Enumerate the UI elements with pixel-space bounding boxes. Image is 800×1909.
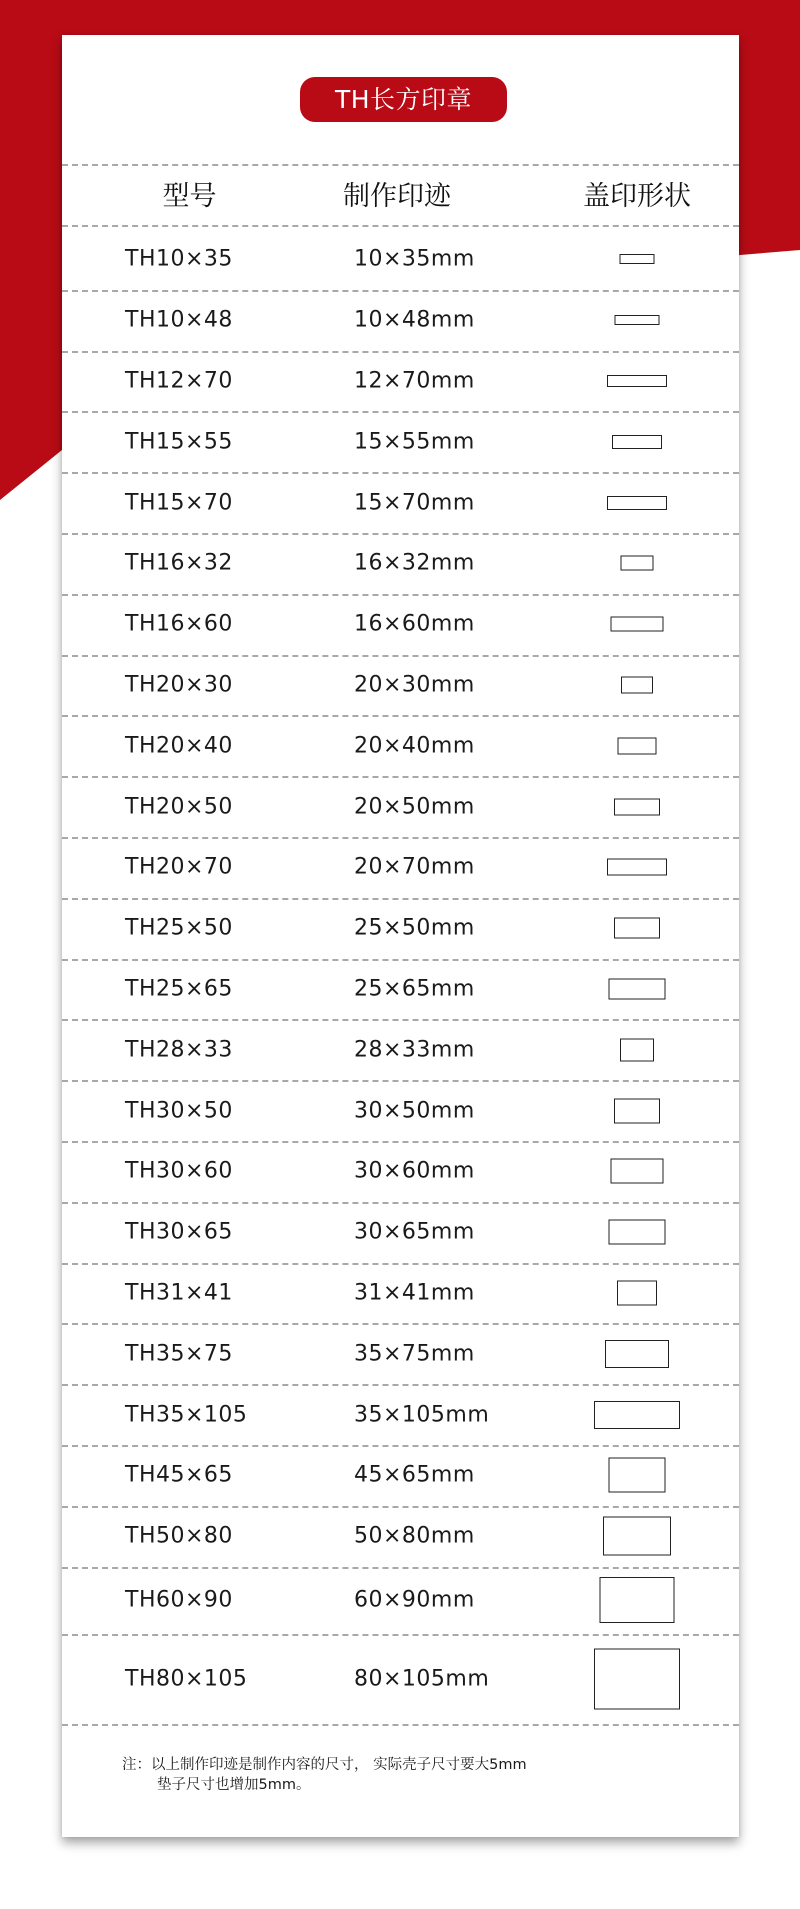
table-row (62, 1567, 739, 1634)
size-table-card (62, 35, 739, 1837)
stamp-shape-preview (614, 918, 660, 939)
row-divider (62, 776, 739, 778)
model-cell: TH45×65 (125, 1462, 233, 1488)
table-row (62, 533, 739, 594)
row-divider (62, 1506, 739, 1508)
row-divider (62, 1080, 739, 1082)
table-row (62, 472, 739, 533)
stamp-shape-preview (603, 1517, 671, 1556)
row-divider (62, 1323, 739, 1325)
row-divider (62, 837, 739, 839)
table-row (62, 1080, 739, 1141)
stamp-shape-preview (611, 617, 664, 632)
model-cell: TH12×70 (125, 368, 233, 394)
row-divider (62, 225, 739, 227)
model-cell: TH15×70 (125, 490, 233, 516)
model-cell: TH30×65 (125, 1219, 233, 1245)
stamp-shape-preview (600, 1577, 675, 1623)
page-title: TH长方印章 (300, 77, 507, 122)
impression-size-cell: 20×70mm (354, 854, 475, 880)
table-row (62, 655, 739, 716)
model-cell: TH16×60 (125, 611, 233, 637)
model-cell: TH20×30 (125, 672, 233, 698)
stamp-shape-preview (614, 798, 660, 815)
table-row (62, 1141, 739, 1202)
row-divider (62, 290, 739, 292)
stamp-shape-preview (609, 1220, 666, 1245)
stamp-shape-preview (594, 1648, 680, 1709)
table-row (62, 229, 739, 290)
row-divider (62, 472, 739, 474)
impression-size-cell: 50×80mm (354, 1523, 475, 1549)
stamp-shape-preview (621, 556, 654, 571)
stamp-shape-preview (617, 1280, 657, 1305)
stamp-shape-preview (615, 315, 660, 325)
stamp-shape-preview (621, 676, 653, 693)
row-divider (62, 1202, 739, 1204)
row-divider (62, 1384, 739, 1386)
model-cell: TH80×105 (125, 1666, 248, 1692)
impression-size-cell: 60×90mm (354, 1587, 475, 1613)
row-divider (62, 1567, 739, 1569)
footnote (122, 1755, 702, 1795)
stamp-shape-preview (605, 1340, 669, 1368)
stamp-shape-preview (594, 1401, 680, 1429)
model-cell: TH16×32 (125, 550, 233, 576)
table-row (62, 290, 739, 351)
row-divider (62, 411, 739, 413)
table-row (62, 1506, 739, 1567)
table-row (62, 776, 739, 837)
model-cell: TH30×60 (125, 1158, 233, 1184)
row-divider (62, 594, 739, 596)
table-row (62, 1019, 739, 1080)
impression-size-cell: 15×70mm (354, 490, 475, 516)
stamp-shape-preview (611, 1159, 664, 1184)
header-shape: 盖印形状 (583, 181, 691, 212)
impression-size-cell: 30×60mm (354, 1158, 475, 1184)
table-row (62, 1202, 739, 1263)
row-divider (62, 898, 739, 900)
model-cell: TH50×80 (125, 1523, 233, 1549)
table-row (62, 837, 739, 898)
model-cell: TH20×50 (125, 794, 233, 820)
row-divider (62, 1019, 739, 1021)
header-impression: 制作印迹 (343, 181, 451, 212)
model-cell: TH20×40 (125, 733, 233, 759)
row-divider (62, 1263, 739, 1265)
table-row (62, 1323, 739, 1384)
model-cell: TH30×50 (125, 1098, 233, 1124)
impression-size-cell: 31×41mm (354, 1280, 475, 1306)
table-row (62, 715, 739, 776)
table-row (62, 351, 739, 412)
table-row (62, 411, 739, 472)
row-divider (62, 1141, 739, 1143)
impression-size-cell: 35×105mm (354, 1402, 490, 1428)
model-cell: TH10×35 (125, 246, 233, 272)
row-divider (62, 1634, 739, 1636)
table-row (62, 1263, 739, 1324)
impression-size-cell: 20×30mm (354, 672, 475, 698)
header-model: 型号 (162, 181, 217, 212)
impression-size-cell: 80×105mm (354, 1666, 490, 1692)
impression-size-cell: 15×55mm (354, 429, 475, 455)
row-divider (62, 351, 739, 353)
table-row (62, 959, 739, 1020)
impression-size-cell: 20×50mm (354, 794, 475, 820)
table-row (62, 594, 739, 655)
impression-size-cell: 45×65mm (354, 1462, 475, 1488)
impression-size-cell: 30×65mm (354, 1219, 475, 1245)
stamp-shape-preview (609, 978, 666, 999)
model-cell: TH25×65 (125, 976, 233, 1002)
stamp-shape-preview (614, 1098, 660, 1123)
footnote-line-1: 注：以上制作印迹是制作内容的尺寸， 实际壳子尺寸要大5mm (122, 1757, 527, 1773)
row-divider (62, 1724, 739, 1726)
model-cell: TH15×55 (125, 429, 233, 455)
impression-size-cell: 16×32mm (354, 550, 475, 576)
footnote-line-2: 垫子尺寸也增加5mm。 (157, 1777, 311, 1793)
impression-size-cell: 12×70mm (354, 368, 475, 394)
impression-size-cell: 25×65mm (354, 976, 475, 1002)
model-cell: TH60×90 (125, 1587, 233, 1613)
model-cell: TH31×41 (125, 1280, 233, 1306)
stamp-shape-preview (607, 375, 667, 387)
impression-size-cell: 28×33mm (354, 1037, 475, 1063)
model-cell: TH25×50 (125, 915, 233, 941)
model-cell: TH35×105 (125, 1402, 248, 1428)
impression-size-cell: 20×40mm (354, 733, 475, 759)
row-divider (62, 655, 739, 657)
impression-size-cell: 25×50mm (354, 915, 475, 941)
table-row (62, 1445, 739, 1506)
row-divider (62, 715, 739, 717)
impression-size-cell: 10×48mm (354, 307, 475, 333)
model-cell: TH10×48 (125, 307, 233, 333)
row-divider (62, 959, 739, 961)
stamp-shape-preview (612, 435, 662, 449)
table-row (62, 898, 739, 959)
model-cell: TH35×75 (125, 1341, 233, 1367)
stamp-shape-preview (607, 859, 667, 876)
row-divider (62, 164, 739, 166)
stamp-shape-preview (620, 1038, 654, 1061)
stamp-shape-preview (618, 737, 657, 754)
impression-size-cell: 16×60mm (354, 611, 475, 637)
impression-size-cell: 30×50mm (354, 1098, 475, 1124)
table-row (62, 1384, 739, 1445)
row-divider (62, 533, 739, 535)
table-row (62, 1634, 739, 1724)
model-cell: TH28×33 (125, 1037, 233, 1063)
stamp-shape-preview (609, 1458, 666, 1493)
row-divider (62, 1445, 739, 1447)
impression-size-cell: 10×35mm (354, 246, 475, 272)
impression-size-cell: 35×75mm (354, 1341, 475, 1367)
stamp-shape-preview (620, 254, 655, 264)
stamp-shape-preview (607, 496, 667, 510)
model-cell: TH20×70 (125, 854, 233, 880)
